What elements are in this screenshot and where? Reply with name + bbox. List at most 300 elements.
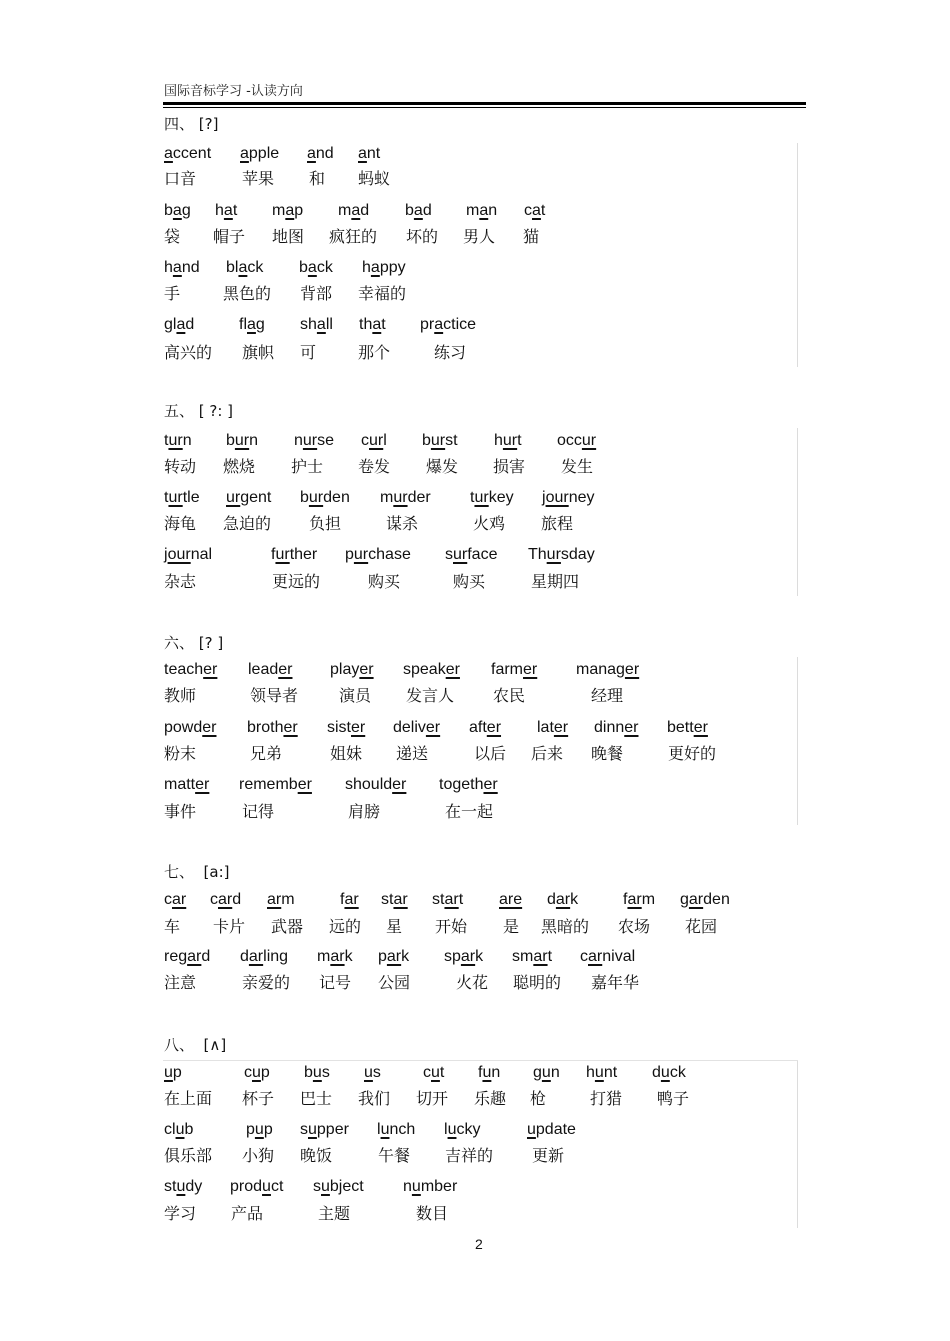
word-translation: 更远的	[272, 572, 321, 591]
word-prefix: h	[164, 259, 173, 276]
vocab-word	[226, 432, 258, 450]
vocab-word	[393, 719, 440, 737]
word-translation: 学习	[164, 1204, 197, 1223]
word-suffix: sday	[560, 546, 595, 563]
phoneme-highlight: er	[202, 719, 217, 736]
word-prefix: cl	[164, 1121, 176, 1138]
word-prefix: st	[381, 891, 394, 908]
word-translation: 黑暗的	[541, 917, 590, 936]
word-translation: 卡片	[213, 917, 246, 936]
word-prefix: matt	[164, 776, 196, 793]
phoneme-highlight: ar	[627, 891, 642, 908]
word-prefix: togeth	[439, 776, 484, 793]
phoneme-highlight: ur	[393, 489, 408, 506]
phoneme-highlight: er	[359, 661, 374, 678]
word-suffix: nal	[190, 546, 213, 563]
word-prefix: s	[313, 1178, 321, 1195]
phoneme-highlight: u	[176, 1178, 186, 1195]
phoneme-highlight: ar	[688, 891, 704, 908]
word-suffix: cky	[456, 1121, 481, 1138]
section-title: 六、 [? ]	[164, 634, 224, 652]
word-translation: 购买	[368, 572, 401, 591]
phoneme-highlight: a	[172, 259, 182, 276]
phoneme-highlight: a	[247, 316, 256, 333]
word-prefix: pr	[420, 316, 435, 333]
word-suffix: den	[323, 489, 350, 506]
phoneme-highlight: our	[545, 489, 569, 506]
word-prefix: b	[299, 259, 308, 276]
word-suffix: dy	[185, 1178, 203, 1195]
phoneme-highlight: er	[483, 776, 498, 793]
word-suffix: ct	[270, 1178, 284, 1195]
word-translation: 更新	[532, 1146, 565, 1165]
word-suffix: s	[321, 1064, 330, 1081]
word-suffix: n	[488, 202, 498, 219]
word-translation: 花园	[685, 917, 718, 936]
word-suffix: pdate	[535, 1121, 576, 1138]
vocab-word	[164, 259, 200, 277]
phoneme-highlight: a	[413, 202, 423, 219]
word-translation: 领导者	[250, 686, 299, 705]
vocab-word	[307, 145, 334, 163]
word-prefix: c	[524, 202, 532, 219]
phoneme-highlight: u	[252, 1064, 261, 1081]
word-translation: 高兴的	[164, 343, 213, 362]
phoneme-highlight: er	[278, 661, 293, 678]
phoneme-highlight: ur	[502, 432, 518, 449]
vocab-word	[470, 489, 514, 507]
word-prefix: rememb	[239, 776, 298, 793]
section-title: 四、 [?]	[164, 115, 219, 133]
word-prefix: teach	[164, 661, 204, 678]
word-translation: 谋杀	[386, 514, 419, 533]
vocab-word	[420, 316, 476, 334]
word-suffix: nd	[315, 145, 334, 162]
word-prefix: d	[240, 948, 249, 965]
phoneme-highlight: ar	[588, 948, 603, 965]
phoneme-highlight: u	[175, 1121, 185, 1138]
word-translation: 护士	[291, 457, 324, 476]
word-translation: 转动	[164, 457, 197, 476]
word-translation: 是	[503, 917, 520, 936]
vocab-word	[294, 432, 334, 450]
word-translation: 男人	[463, 227, 496, 246]
word-translation: 递送	[396, 744, 429, 763]
word-prefix: sh	[300, 316, 317, 333]
word-suffix: ling	[263, 948, 289, 965]
word-prefix: f	[478, 1064, 483, 1081]
vocab-word	[377, 1121, 415, 1139]
word-prefix: n	[294, 432, 303, 449]
phoneme-highlight: er	[624, 661, 640, 678]
vocab-word	[580, 948, 635, 966]
phoneme-highlight: er	[425, 719, 441, 736]
word-prefix: farm	[491, 661, 523, 678]
word-translation: 袋	[164, 227, 181, 246]
vocab-word	[445, 546, 497, 564]
phoneme-highlight: u	[447, 1121, 457, 1138]
word-prefix: bett	[667, 719, 694, 736]
word-prefix: manag	[576, 661, 625, 678]
word-translation: 背部	[300, 284, 333, 303]
word-translation: 黑色的	[223, 284, 272, 303]
vocab-word	[537, 719, 568, 737]
phoneme-highlight: ar	[460, 948, 476, 965]
word-translation: 后来	[531, 744, 564, 763]
word-prefix: bl	[226, 259, 239, 276]
vocab-word	[244, 1064, 270, 1082]
word-suffix: pper	[316, 1121, 349, 1138]
word-suffix: t	[381, 316, 386, 333]
phoneme-highlight: ur	[546, 546, 561, 563]
page-header: 国际音标学习 -认读方向	[164, 84, 303, 99]
vocab-word	[403, 1178, 457, 1196]
word-prefix: th	[359, 316, 373, 333]
phoneme-highlight: er	[486, 719, 502, 736]
vocab-word	[299, 259, 333, 277]
word-prefix: c	[423, 1064, 431, 1081]
word-prefix: m	[380, 489, 394, 506]
word-suffix: t	[439, 1064, 445, 1081]
word-translation: 购买	[453, 572, 486, 591]
word-translation: 手	[164, 284, 181, 303]
word-translation: 燃烧	[223, 457, 256, 476]
word-translation: 海龟	[164, 514, 197, 533]
word-prefix: p	[345, 546, 354, 563]
vocab-word	[478, 1064, 500, 1082]
word-prefix: c	[244, 1064, 252, 1081]
word-translation: 旗帜	[242, 343, 275, 362]
word-prefix: m	[272, 202, 286, 219]
word-prefix: fl	[239, 316, 247, 333]
header-rule-thin	[163, 107, 806, 108]
word-suffix: b	[184, 1121, 194, 1138]
word-prefix: h	[215, 202, 224, 219]
phoneme-highlight: er	[283, 719, 298, 736]
word-prefix: st	[432, 891, 445, 908]
vocab-word	[239, 316, 265, 334]
word-translation: 那个	[358, 343, 391, 362]
vocab-word	[240, 145, 279, 163]
word-translation: 经理	[591, 686, 624, 705]
phoneme-highlight: er	[523, 661, 538, 678]
word-suffix: chase	[368, 546, 411, 563]
word-prefix: b	[304, 1064, 313, 1081]
word-translation: 嘉年华	[591, 973, 640, 992]
word-translation: 卷发	[358, 457, 391, 476]
vocab-word	[403, 661, 460, 679]
word-prefix: c	[361, 432, 369, 449]
vocab-word	[652, 1064, 686, 1082]
word-translation: 练习	[434, 343, 467, 362]
vocab-word	[330, 661, 374, 679]
word-suffix: k	[344, 948, 353, 965]
word-translation: 更好的	[668, 744, 717, 763]
word-translation: 姐妹	[330, 744, 363, 763]
phoneme-highlight: a	[307, 259, 317, 276]
word-prefix: sm	[512, 948, 534, 965]
phoneme-highlight: ur	[308, 489, 324, 506]
word-suffix: n	[182, 432, 192, 449]
vocab-word	[164, 316, 194, 334]
vocab-word	[164, 948, 210, 966]
word-prefix: b	[405, 202, 414, 219]
phoneme-highlight: a	[372, 316, 382, 333]
vocab-word	[491, 661, 537, 679]
vocab-word	[247, 719, 298, 737]
word-translation: 晚餐	[591, 744, 624, 763]
word-translation: 蚂蚁	[358, 169, 391, 188]
word-suffix: n	[249, 432, 259, 449]
word-suffix: ck	[669, 1064, 686, 1081]
word-prefix: h	[494, 432, 503, 449]
word-translation: 杯子	[242, 1089, 275, 1108]
word-translation: 枪	[530, 1089, 547, 1108]
word-prefix: st	[164, 1178, 177, 1195]
phoneme-highlight: a	[351, 202, 361, 219]
phoneme-highlight: er	[351, 719, 366, 736]
vocab-word	[164, 661, 217, 679]
word-translation: 发生	[561, 457, 594, 476]
word-translation: 数目	[416, 1204, 449, 1223]
word-suffix: bject	[329, 1178, 364, 1195]
phoneme-highlight: u	[594, 1064, 604, 1081]
vocab-word	[240, 948, 288, 966]
section-border	[797, 428, 798, 596]
word-translation: 车	[164, 917, 181, 936]
word-suffix: n	[491, 1064, 501, 1081]
word-prefix: t	[164, 432, 169, 449]
section-title: 五、 [ ?: ]	[164, 402, 234, 420]
word-suffix: k	[475, 948, 484, 965]
phoneme-highlight: ar	[344, 891, 359, 908]
word-translation: 鸭子	[657, 1089, 690, 1108]
word-translation: 俱乐部	[164, 1146, 213, 1165]
phoneme-highlight: ur	[369, 432, 384, 449]
word-prefix: g	[533, 1064, 542, 1081]
vocab-word	[304, 1064, 330, 1082]
word-translation: 武器	[271, 917, 304, 936]
page-number: 2	[475, 1236, 483, 1252]
word-suffix: m	[641, 891, 656, 908]
word-translation: 负担	[309, 514, 342, 533]
vocab-word	[680, 891, 730, 909]
word-suffix: ther	[289, 546, 318, 563]
word-prefix: s	[445, 546, 453, 563]
word-translation: 口音	[164, 169, 197, 188]
word-translation: 星	[386, 917, 403, 936]
phoneme-highlight: u	[482, 1064, 492, 1081]
phoneme-highlight: a	[176, 316, 186, 333]
vocab-word	[361, 432, 387, 450]
phoneme-highlight: a	[434, 316, 444, 333]
phoneme-highlight: u	[660, 1064, 670, 1081]
word-suffix: gent	[240, 489, 272, 506]
word-prefix: Th	[528, 546, 547, 563]
word-suffix: d	[232, 891, 242, 908]
vocab-word	[340, 891, 359, 909]
phoneme-highlight: ar	[330, 948, 345, 965]
phoneme-highlight: ar	[533, 948, 548, 965]
phoneme-highlight: ar	[267, 891, 282, 908]
vocab-word	[547, 891, 578, 909]
phoneme-highlight: u	[431, 1064, 440, 1081]
vocab-word	[444, 1121, 480, 1139]
word-suffix: nt	[366, 145, 381, 162]
word-translation: 以后	[474, 744, 507, 763]
vocab-word	[317, 948, 353, 966]
word-prefix: j	[164, 546, 168, 563]
word-prefix: p	[378, 948, 387, 965]
phoneme-highlight: ar	[187, 948, 202, 965]
vocab-word	[576, 661, 639, 679]
word-prefix: dinn	[594, 719, 625, 736]
word-suffix: mber	[420, 1178, 458, 1195]
word-translation: 开始	[435, 917, 468, 936]
word-translation: 农场	[618, 917, 651, 936]
vocab-word	[499, 891, 522, 909]
phoneme-highlight: er	[693, 719, 708, 736]
word-prefix: f	[271, 546, 276, 563]
word-prefix: t	[164, 489, 169, 506]
vocab-word	[524, 202, 545, 220]
phoneme-highlight: our	[167, 546, 191, 563]
phoneme-highlight: u	[312, 1064, 322, 1081]
word-suffix: nival	[602, 948, 636, 965]
word-prefix: reg	[164, 948, 188, 965]
section-title: 七、 [a:]	[164, 863, 230, 881]
word-prefix: lat	[537, 719, 554, 736]
vocab-word	[405, 202, 432, 220]
phoneme-highlight: er	[195, 776, 210, 793]
section-border	[797, 143, 798, 367]
phoneme-highlight: ur	[226, 489, 241, 506]
phoneme-highlight: ar	[555, 891, 571, 908]
word-prefix: deliv	[393, 719, 426, 736]
word-suffix: t	[517, 432, 522, 449]
phoneme-highlight: a	[307, 145, 316, 162]
vocab-word	[469, 719, 501, 737]
word-translation: 火花	[456, 973, 489, 992]
vocab-word	[164, 1178, 202, 1196]
vocab-word	[164, 776, 209, 794]
vocab-word	[358, 145, 380, 163]
word-translation: 聪明的	[513, 973, 562, 992]
vocab-word	[248, 661, 292, 679]
vocab-word	[533, 1064, 560, 1082]
vocab-word	[439, 776, 498, 794]
word-suffix: g	[181, 202, 191, 219]
word-prefix: d	[547, 891, 556, 908]
word-suffix: ccent	[172, 145, 212, 162]
word-translation: 兄弟	[250, 744, 283, 763]
word-prefix: play	[330, 661, 360, 678]
vocab-word	[444, 948, 483, 966]
phoneme-highlight: ur	[430, 432, 446, 449]
word-translation: 帽子	[213, 227, 246, 246]
phoneme-highlight: ur	[275, 546, 290, 563]
word-translation: 午餐	[378, 1146, 411, 1165]
word-suffix: den	[703, 891, 730, 908]
word-suffix: nch	[389, 1121, 416, 1138]
word-translation: 巴士	[300, 1089, 333, 1108]
section-title: 八、 [∧]	[164, 1036, 227, 1054]
section-border	[797, 1060, 798, 1228]
vocab-word	[164, 719, 216, 737]
word-translation: 农民	[493, 686, 526, 705]
vocab-word	[164, 891, 186, 909]
word-translation: 发言人	[406, 686, 455, 705]
word-prefix: h	[586, 1064, 595, 1081]
phoneme-highlight: er	[203, 661, 218, 678]
vocab-word	[215, 202, 237, 220]
word-prefix: speak	[403, 661, 446, 678]
word-translation: 在一起	[445, 802, 494, 821]
word-translation: 星期四	[531, 572, 580, 591]
vocab-word	[338, 202, 369, 220]
word-translation: 火鸡	[473, 514, 506, 533]
word-translation: 晚饭	[300, 1146, 333, 1165]
vocab-word	[164, 202, 191, 220]
vocab-word	[300, 1121, 349, 1139]
word-suffix: t	[547, 948, 553, 965]
phoneme-highlight: u	[541, 1064, 551, 1081]
word-suffix: se	[317, 432, 335, 449]
word-translation: 注意	[164, 973, 197, 992]
word-prefix: gl	[164, 316, 177, 333]
vocab-word	[494, 432, 522, 450]
word-suffix: p	[260, 1064, 270, 1081]
phoneme-highlight: ur	[353, 546, 369, 563]
phoneme-highlight: a	[164, 145, 173, 162]
word-suffix: d	[185, 316, 195, 333]
vocab-word	[378, 948, 409, 966]
word-translation: 记号	[319, 973, 352, 992]
word-translation: 坏的	[406, 227, 439, 246]
vocab-word	[226, 489, 271, 507]
word-suffix: p	[172, 1064, 182, 1081]
word-prefix: m	[338, 202, 352, 219]
phoneme-highlight: a	[240, 145, 249, 162]
vocab-word	[313, 1178, 364, 1196]
word-suffix: st	[445, 432, 458, 449]
phoneme-highlight: er	[624, 719, 639, 736]
vocab-word	[300, 316, 333, 334]
word-suffix: p	[263, 1121, 273, 1138]
word-translation: 苹果	[242, 169, 275, 188]
vocab-word	[327, 719, 365, 737]
word-prefix: h	[362, 259, 371, 276]
word-prefix: t	[470, 489, 475, 506]
vocab-word	[557, 432, 596, 450]
word-prefix: m	[317, 948, 331, 965]
phoneme-highlight: a	[285, 202, 295, 219]
word-translation: 粉末	[164, 744, 197, 763]
vocab-word	[239, 776, 312, 794]
word-translation: 公园	[378, 973, 411, 992]
phoneme-highlight: a	[316, 316, 326, 333]
vocab-word	[432, 891, 463, 909]
word-prefix: powd	[164, 719, 203, 736]
phoneme-highlight: a	[358, 145, 367, 162]
vocab-word	[359, 316, 386, 334]
word-prefix: n	[403, 1178, 412, 1195]
word-suffix: k	[401, 948, 410, 965]
phoneme-highlight: ur	[234, 432, 250, 449]
vocab-word	[300, 489, 350, 507]
vocab-word	[164, 432, 192, 450]
word-translation: 记得	[242, 802, 275, 821]
